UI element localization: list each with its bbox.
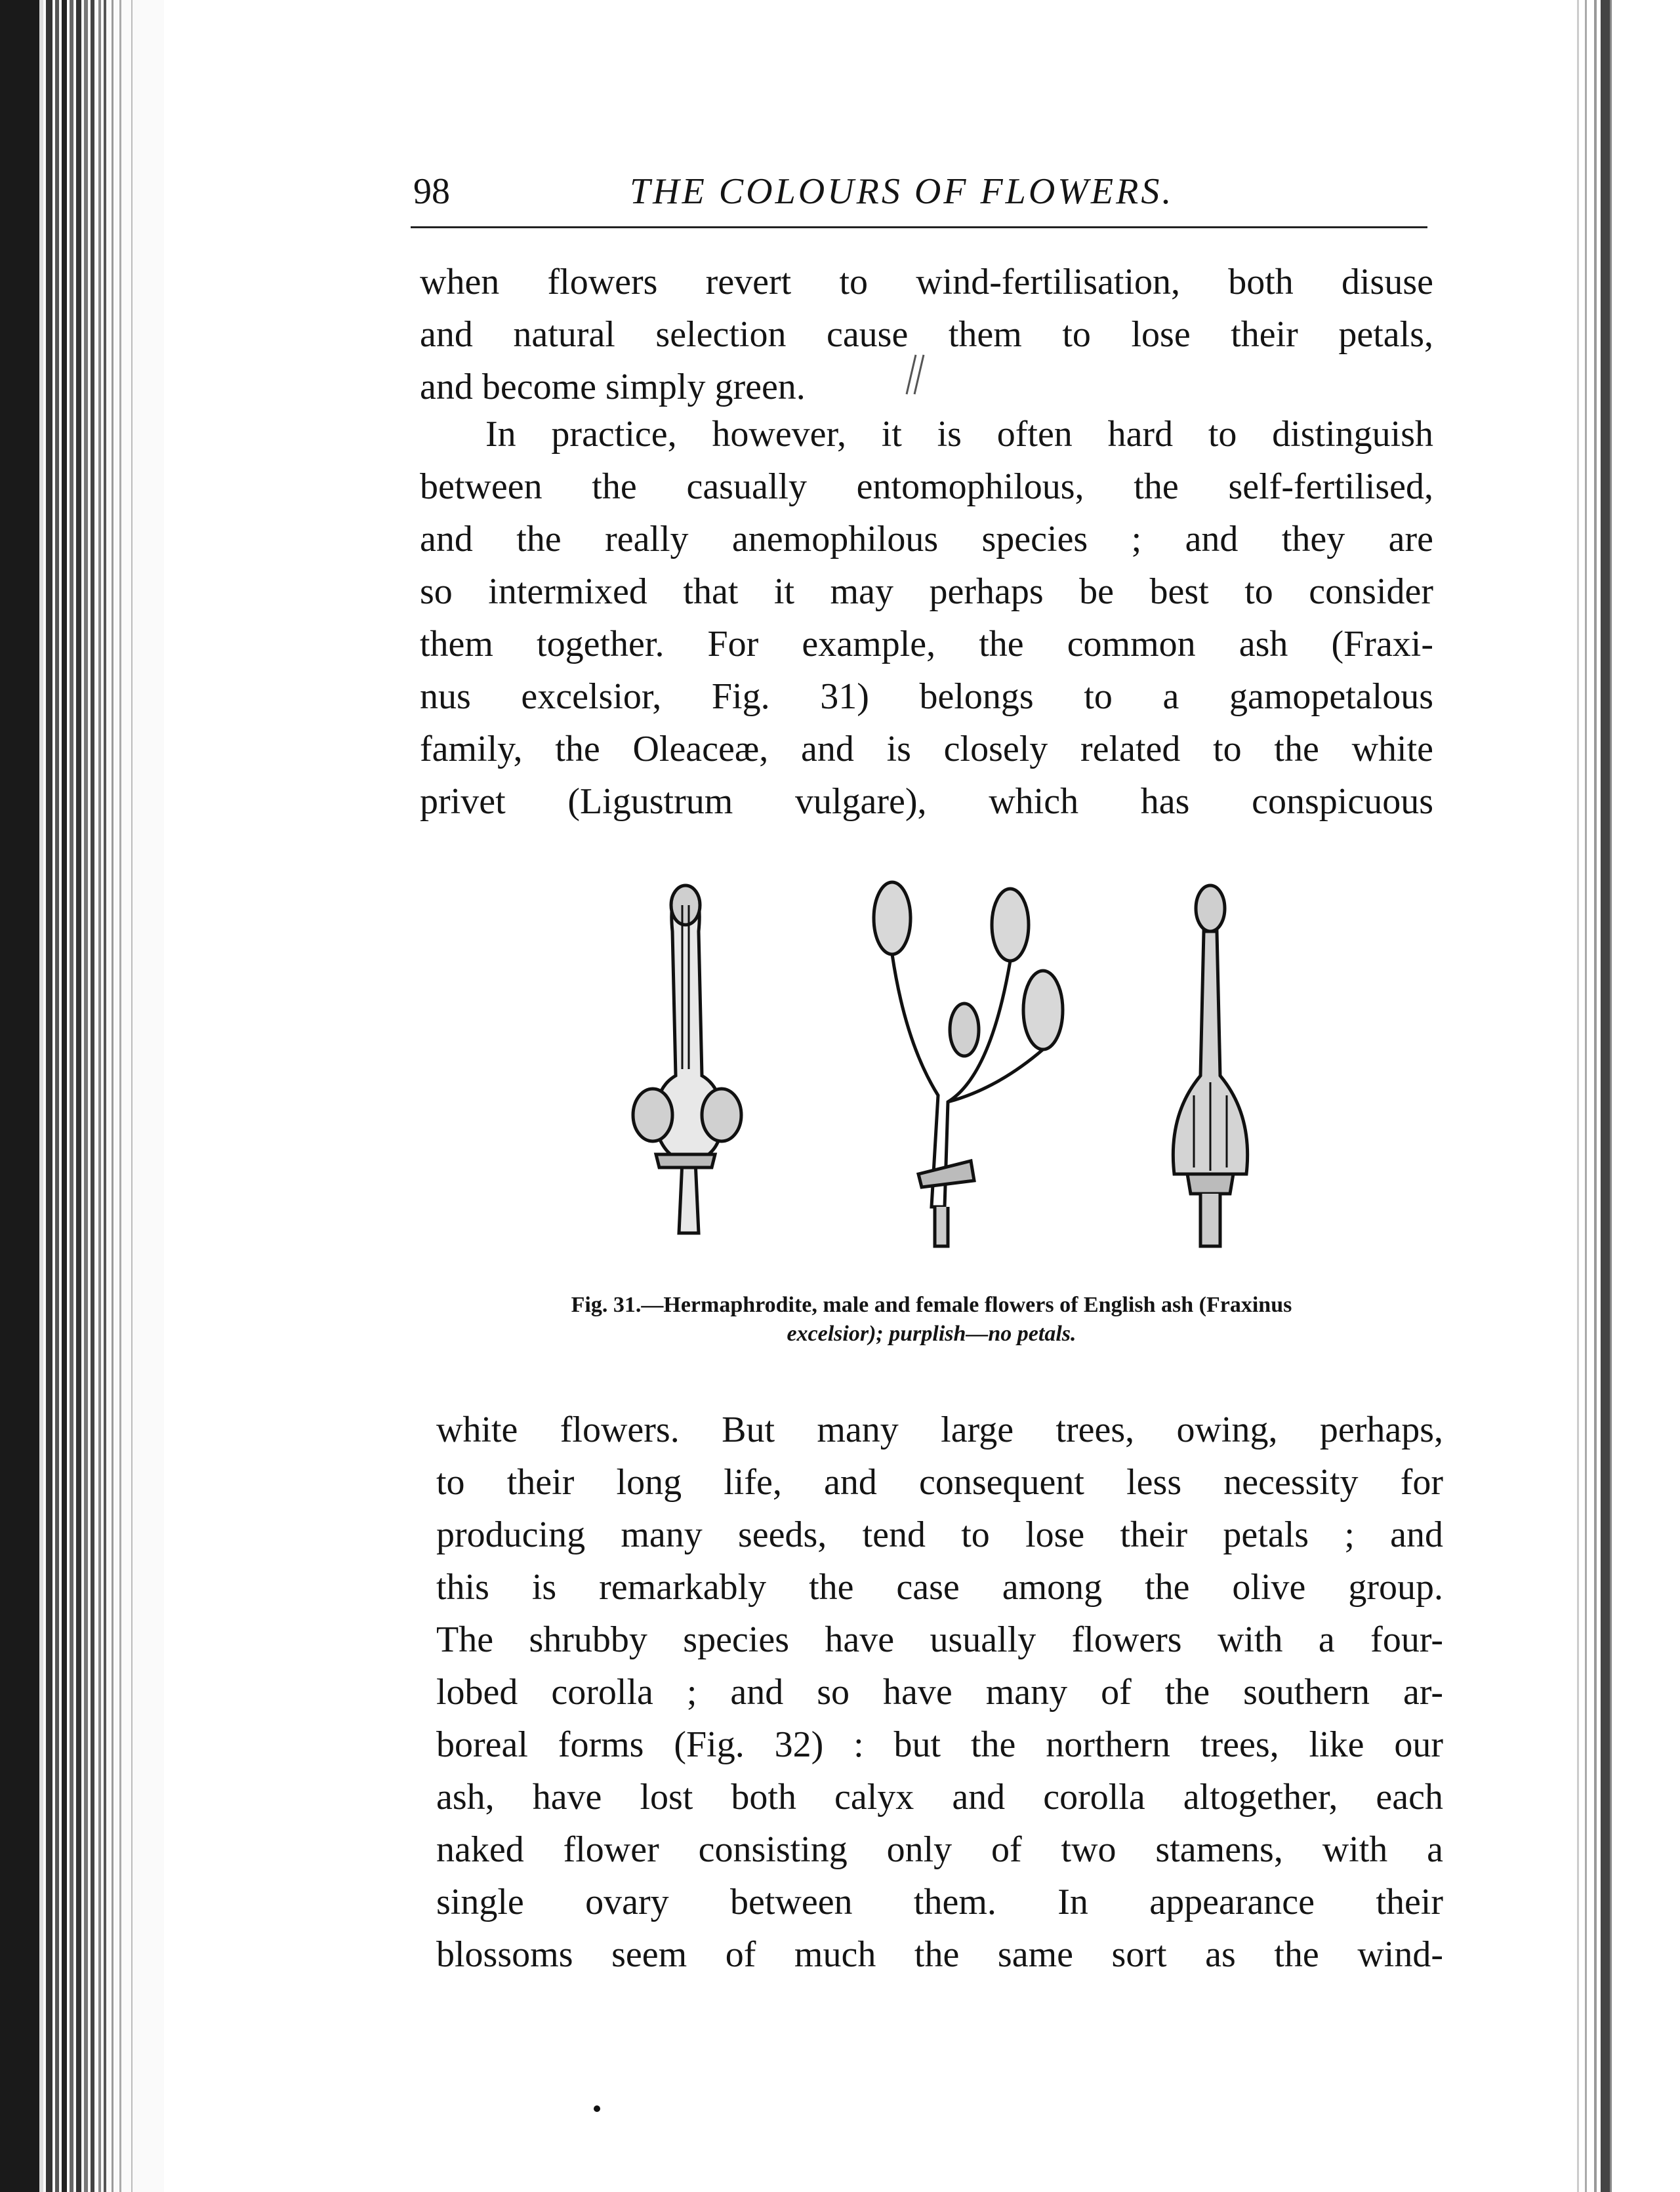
text-line: and become simply green.	[420, 367, 806, 407]
text-line: ash, have lost both calyx and corolla altogether, each	[436, 1777, 1443, 1817]
header-rule	[411, 226, 1427, 228]
text-line: lobed corolla ; and so have many of the southern ar-	[436, 1672, 1443, 1713]
text-line: nus excelsior, Fig. 31) belongs to a gamopetalous	[420, 676, 1433, 717]
hermaphrodite-flower-icon	[633, 885, 741, 1233]
text-line: family, the Oleaceæ, and is closely related to the white	[420, 729, 1433, 769]
text-line: producing many seeds, tend to lose their petals ; and	[436, 1514, 1443, 1555]
figure-illustration	[590, 879, 1299, 1272]
text-line: this is remarkably the case among the olive group.	[436, 1567, 1443, 1608]
text-line: and the really anemophilous species ; and they are	[420, 519, 1433, 559]
text-line: The shrubby species have usually flowers with a four-	[436, 1619, 1443, 1660]
paragraph-2	[420, 408, 1433, 828]
text-line: them together. For example, the common ash (Fraxi-	[420, 624, 1433, 664]
male-flower-icon	[874, 882, 1063, 1246]
female-flower-icon	[1173, 885, 1247, 1246]
text-line: privet (Ligustrum vulgare), which has conspicuous	[420, 781, 1433, 822]
book-page-edges	[0, 0, 164, 2192]
page-number: 98	[413, 171, 450, 212]
paragraph-3	[436, 1404, 1443, 1981]
text-line: white flowers. But many large trees, owing, perhaps,	[436, 1410, 1443, 1450]
book-right-edge	[1574, 0, 1680, 2192]
text-line: blossoms seem of much the same sort as the wind-	[436, 1934, 1443, 1975]
page-header	[407, 157, 1430, 223]
running-title: THE COLOURS OF FLOWERS.	[630, 171, 1174, 212]
text-line: and natural selection cause them to lose their petals,	[420, 314, 1433, 355]
text-line: single ovary between them. In appearance their	[436, 1882, 1443, 1922]
text-line: when flowers revert to wind-fertilisation, both disuse	[420, 262, 1433, 302]
text-line: naked flower consisting only of two stamens, with a	[436, 1829, 1443, 1870]
caption-line: excelsior); purplish—no petals.	[787, 1322, 1076, 1346]
figure-caption	[459, 1291, 1404, 1349]
text-line: so intermixed that it may perhaps be best to consider	[420, 571, 1433, 612]
text-line: between the casually entomophilous, the self-fertilised,	[420, 466, 1433, 507]
ink-dot	[594, 2105, 600, 2112]
text-line: In practice, however, it is often hard to distinguish	[485, 414, 1433, 455]
caption-line: Fig. 31.—Hermaphrodite, male and female flowers of English ash (Fraxinus	[571, 1293, 1292, 1317]
pencil-mark-icon	[901, 351, 928, 397]
text-line: boreal forms (Fig. 32) : but the northern trees, like our	[436, 1724, 1443, 1765]
text-line: to their long life, and consequent less necessity for	[436, 1462, 1443, 1503]
